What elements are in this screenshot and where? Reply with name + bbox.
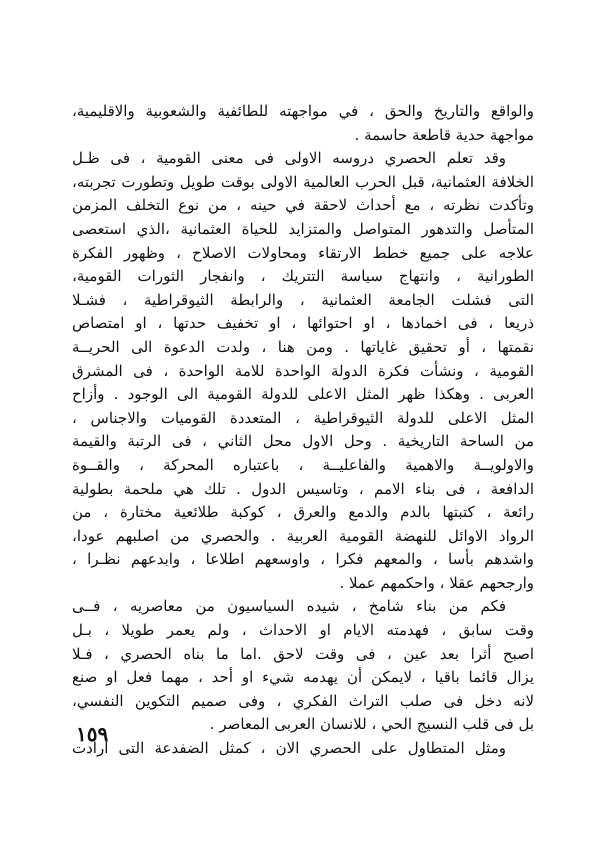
text-line: نقمتها ، أو تحقيق غاياتها . ومن هنا ، ولدت الدعوة الى الحريــة (72, 337, 534, 356)
paragraph-start-line: فكم من بناء شامخ ، شيده السياسيون من معاصريه ، فــى (72, 597, 506, 616)
text-line: المثل الاعلى للدولة الثيوقراطية ، المتعددة القوميات والاجناس ، (72, 408, 534, 427)
text-line: رائعة ، كتبتها بالدم والدمع والعرق ، كوكبة طلائعية مختارة ، من (72, 503, 534, 522)
text-line: وتأكدت نظرته ، مع أحداث لاحقة في حينه ، من نوع التخلف المزمن (72, 196, 534, 215)
text-line: يزال قائما باقيا ، لايمكن أن يهدمه شيء او أحد ، مهما فعل او صنع (72, 668, 534, 687)
page-number: ١٥٩ (76, 722, 109, 746)
body-text (72, 100, 534, 761)
text-line: الرواد الاوائل للنهضة القومية العربية . والحصري من اصلبهم عودا، (72, 526, 534, 545)
text-line: وقت سابق ، فهدمته الايام او الاحداث ، ولم يعمر طويلا ، بـل (72, 621, 534, 640)
text-line: المتأصل والتدهور المتواصل والمتزايد للحياة العثمانية ،الذي استعصى (72, 219, 534, 238)
text-line: والواقع والتاريخ والحق ، في مواجهته للطائفية والشعوبية والاقليمية، (72, 102, 534, 120)
text-line: من الساحة التاريخية . وحل الاول محل الثاني ، فى الرتبة والقيمة (72, 432, 534, 451)
paragraph-start-line: وقد تعلم الحصري دروسه الاولى فى معنى القومية ، فى ظـل (72, 149, 506, 168)
text-line: الدافعة ، فى بناء الامم ، وتاسيس الدول . تلك هي ملحمة بطولية (72, 479, 534, 498)
text-line: ذريعا ، فى اخمادها ، او احتوائها ، او تخفيف حدتها ، او امتصاص (72, 314, 534, 333)
text-line: واشدهم بأسا ، والمعهم فكرا ، واوسعهم اطلاعا ، وابدعهم نظـرا ، (72, 550, 534, 569)
text-line: لانه دخل فى صلب التراث الفكري ، وفى صميم التكوين النفسي، (72, 691, 534, 710)
text-line: علاجه على جميع خطط الارتقاء ومحاولات الاصلاح ، وظهور الفكرة (72, 243, 534, 262)
text-line: العربى . وهكذا ظهر المثل الاعلى للدولة القومية الى الوجود . وأزاح (72, 385, 534, 404)
text-line: وارجحهم عقلا ، واحكمهم عملا . (339, 573, 534, 592)
text-line: مواجهة حدية قاطعة حاسمة . (354, 125, 534, 144)
text-line: الطورانية ، وانتهاج سياسة التتريك ، وانفجار الثورات القومية، (72, 267, 534, 286)
text-line: التى فشلت الجامعة العثمانية ، والرابطة الثيوقراطية ، فشـلا (72, 290, 534, 309)
text-line: القومية ، ونشأت فكرة الدولة الواحدة للامة الواحدة ، فى المشرق (72, 361, 534, 380)
text-line: اصبح أثرا بعد عين ، فى وقت لاحق .اما ما بناه الحصري ، فـلا (72, 644, 534, 663)
paragraph-start-line: ومثل المتطاول على الحصري الان ، كمثل الضفدعة التى أرادت (72, 739, 506, 758)
text-line: الخلافة العثمانية، قبل الحرب العالمية الاولى بوقت طويل وتطورت تجربته، (72, 172, 534, 191)
text-line: والاولويــة والاهمية والفاعليــة ، باعتباره المحركة ، والقــوة (72, 455, 534, 474)
text-line: بل فى قلب النسيج الحي ، للانسان العربى المعاصر . (209, 715, 534, 734)
